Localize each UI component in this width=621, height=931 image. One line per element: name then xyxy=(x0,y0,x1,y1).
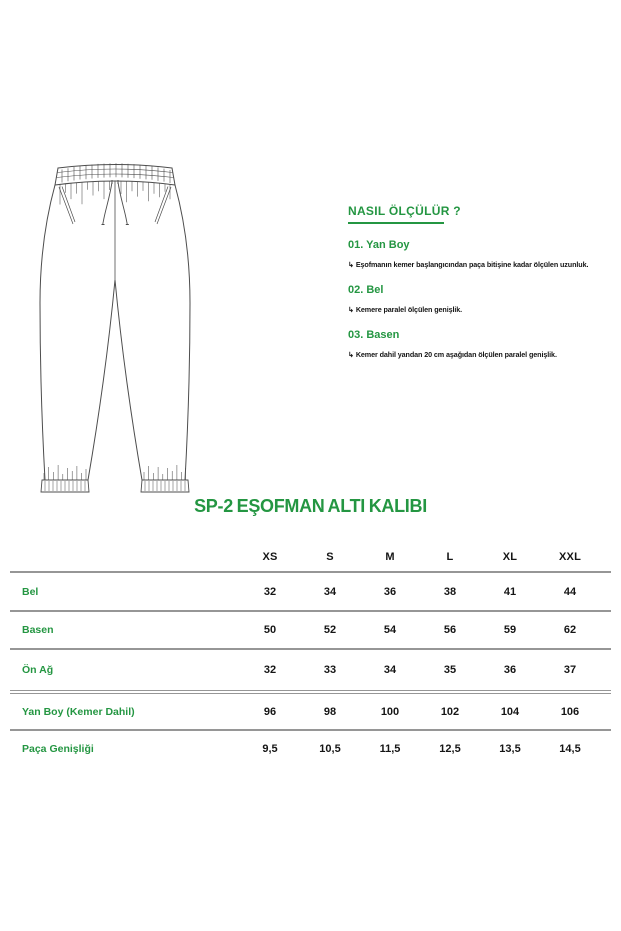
cell-value: 34 xyxy=(323,585,337,598)
table-row-yan-boy xyxy=(10,690,611,729)
column-header-l: L xyxy=(446,551,454,563)
row-label: Ön Ağ xyxy=(22,664,54,676)
cell-value: 100 xyxy=(380,705,400,718)
cell-value: 98 xyxy=(323,705,337,718)
cell-value: 56 xyxy=(443,624,457,636)
column-header-s: S xyxy=(326,551,334,563)
step-description-bel: ↳ Kemere paralel ölçülen genişlik. xyxy=(348,305,463,314)
column-header-xl: XL xyxy=(502,551,518,563)
step-description-basen: ↳ Kemer dahil yandan 20 cm aşağıdan ölçülen paralel genişlik. xyxy=(348,350,557,359)
row-label: Bel xyxy=(22,585,39,598)
title-underline xyxy=(348,222,444,224)
step-label-yan-boy: 01. Yan Boy xyxy=(348,239,410,251)
cell-value: 32 xyxy=(263,664,277,676)
cell-value: 104 xyxy=(500,705,520,718)
table-row-on-ag xyxy=(10,648,611,690)
cell-value: 106 xyxy=(560,705,580,718)
cell-value: 44 xyxy=(563,585,577,598)
cell-value: 32 xyxy=(263,585,277,598)
column-header-m: M xyxy=(385,551,395,563)
table-header-row xyxy=(10,543,611,573)
cell-value: 13,5 xyxy=(499,743,521,755)
cell-value: 52 xyxy=(323,624,337,636)
step-label-basen: 03. Basen xyxy=(348,329,400,341)
table-row-paca-genisligi xyxy=(10,729,611,767)
how-to-measure-panel xyxy=(348,204,618,359)
row-label: Yan Boy (Kemer Dahil) xyxy=(22,705,135,718)
table-row-bel xyxy=(10,573,611,610)
column-header-xxl: XXL xyxy=(559,551,581,563)
table-row-basen xyxy=(10,610,611,648)
size-table xyxy=(10,543,611,767)
step-label-bel: 02. Bel xyxy=(348,284,384,296)
row-label: Paça Genişliği xyxy=(22,743,94,755)
cell-value: 33 xyxy=(323,664,337,676)
cell-value: 38 xyxy=(443,585,457,598)
cell-value: 36 xyxy=(383,585,397,598)
cell-value: 102 xyxy=(440,705,460,718)
row-label: Basen xyxy=(22,624,54,636)
cell-value: 37 xyxy=(563,664,577,676)
column-header-xs: XS xyxy=(262,551,278,563)
cell-value: 36 xyxy=(503,664,517,676)
cell-value: 35 xyxy=(443,664,457,676)
step-description-yan-boy: ↳ Eşofmanın kemer başlangıcından paça bitişine kadar ölçülen uzunluk. xyxy=(348,260,589,269)
cell-value: 54 xyxy=(383,624,397,636)
sweatpants-technical-sketch xyxy=(32,158,196,498)
cell-value: 11,5 xyxy=(379,743,401,755)
how-to-measure-title: NASIL ÖLÇÜLÜR ? xyxy=(348,204,461,218)
cell-value: 12,5 xyxy=(439,743,461,755)
cell-value: 62 xyxy=(563,624,577,636)
cell-value: 96 xyxy=(263,705,277,718)
cell-value: 59 xyxy=(503,624,517,636)
cell-value: 50 xyxy=(263,624,277,636)
cell-value: 14,5 xyxy=(559,743,581,755)
cell-value: 34 xyxy=(383,664,397,676)
cell-value: 41 xyxy=(503,585,517,598)
cell-value: 9,5 xyxy=(262,743,278,755)
page-title: SP-2 EŞOFMAN ALTI KALIBI xyxy=(194,496,427,516)
sweatpants-illustration xyxy=(32,158,196,498)
cell-value: 10,5 xyxy=(319,743,341,755)
